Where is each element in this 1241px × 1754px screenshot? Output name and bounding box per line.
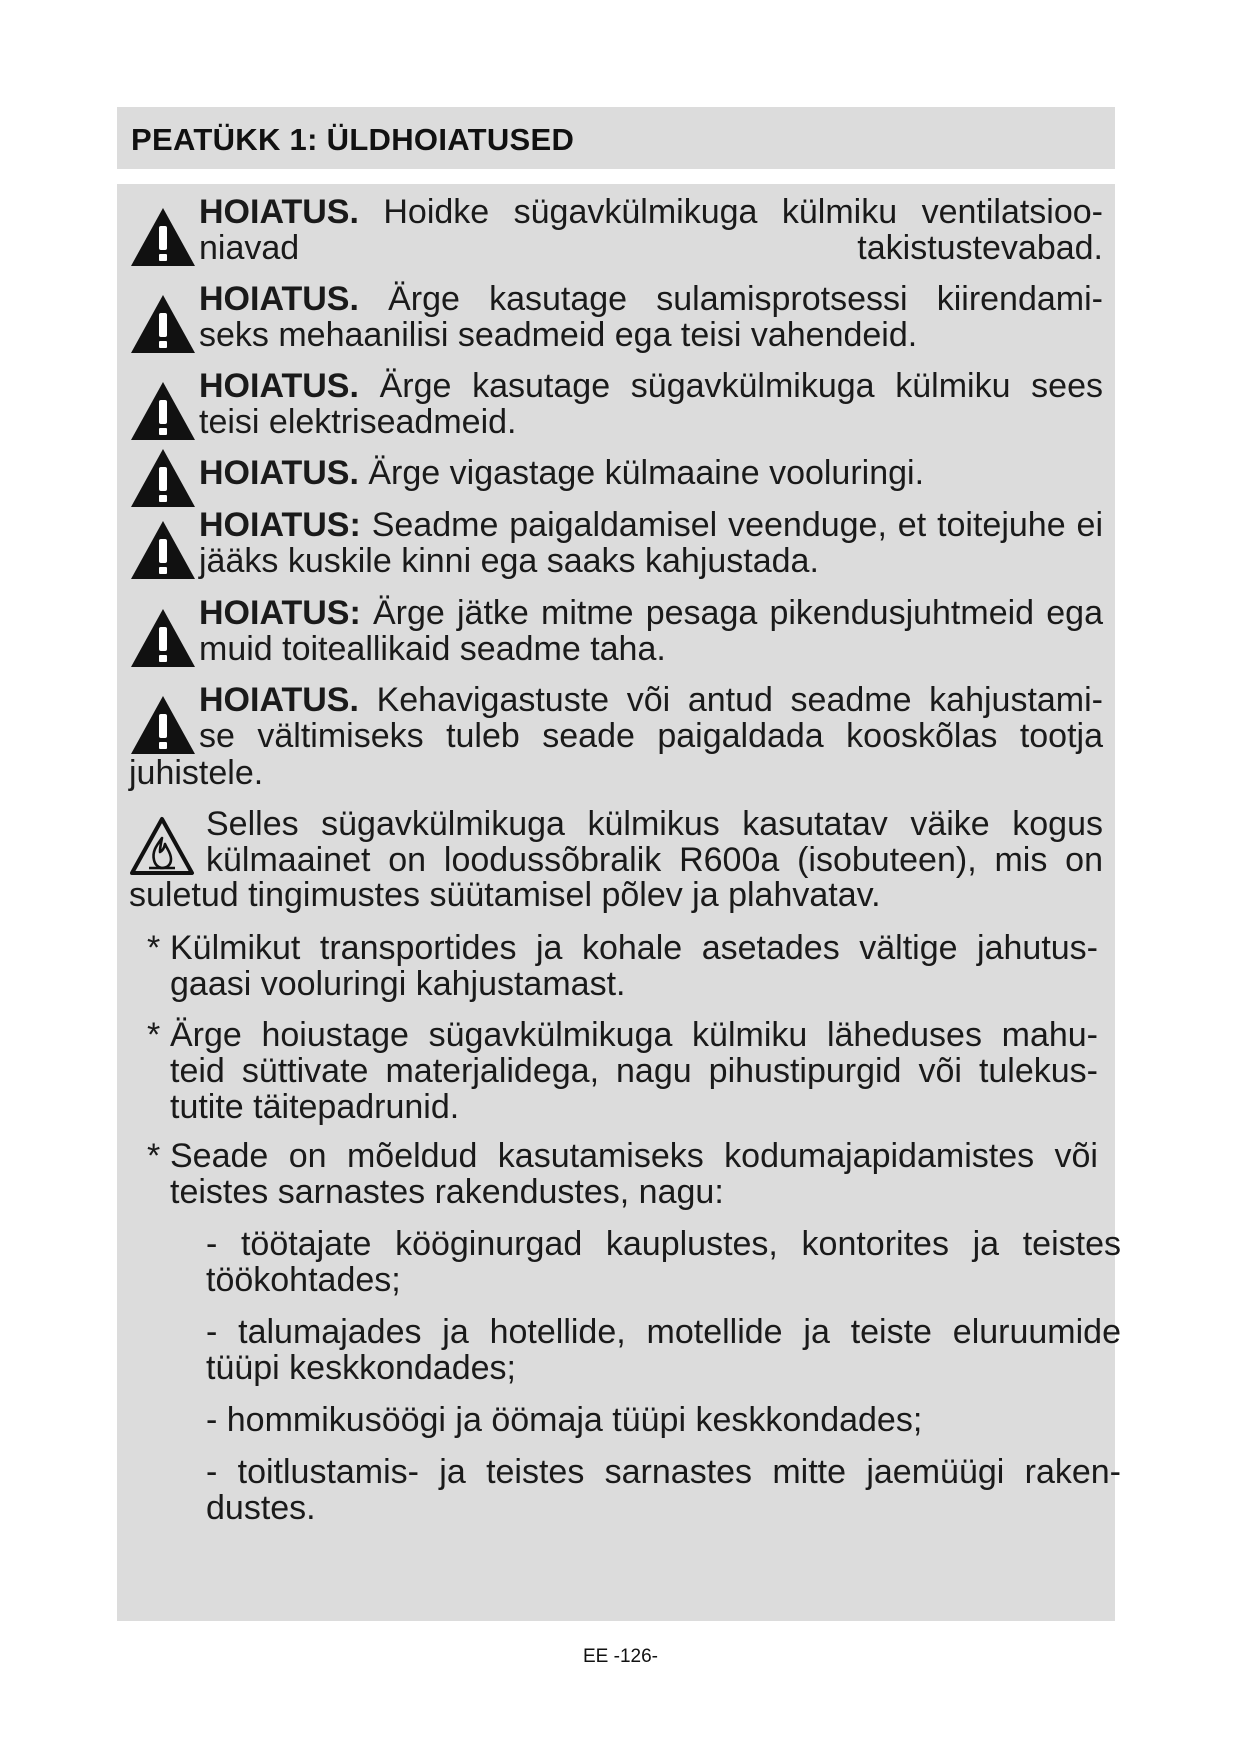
warning-label: HOIATUS. [199, 681, 359, 719]
warning-item [129, 368, 1103, 440]
warning-continuation: juhistele. [129, 754, 264, 792]
page-number: EE -126- [583, 1646, 658, 1667]
warning-triangle-icon [129, 380, 197, 442]
warning-triangle-icon [129, 694, 197, 756]
warning-label: HOIATUS. [199, 193, 359, 231]
flammable-icon [129, 816, 195, 876]
subitem: - töötajate kööginurgad kauplustes, kontorites ja teistes töökohtades; [206, 1225, 1121, 1299]
warning-label: HOIATUS. [199, 454, 359, 492]
warning-text: Ärge kasutage sulamisprotsessi kiirendami- seks mehaanilisi seadmeid ega teisi vahendeid. [199, 280, 1103, 354]
flammable-continuation: suletud tingimustes süütamisel põlev ja plahvatav. [129, 876, 881, 914]
warning-text: Ärge kasutage sügavkülmikuga külmiku sees teisi elektriseadmeid. [199, 367, 1103, 441]
warning-label: HOIATUS. [199, 367, 359, 405]
warning-label: HOIATUS: [199, 594, 361, 632]
warning-item [129, 595, 1103, 667]
warning-item [129, 194, 1103, 266]
warning-triangle-icon [129, 206, 197, 268]
warning-item [129, 455, 1103, 491]
warning-item [129, 507, 1103, 579]
flammable-notice [129, 806, 1103, 878]
warning-label: HOIATUS. [199, 280, 359, 318]
warning-triangle-icon [129, 607, 197, 669]
subitem: - toitlustamis- ja teistes sarnastes mitte jaemüügi raken- dustes. [206, 1453, 1121, 1527]
warning-item [129, 281, 1103, 353]
warning-item [129, 682, 1103, 754]
warning-text: Kehavigastuste või antud seadme kahjustami- se vältimiseks tuleb seade paigaldada kooskõlas tootja [199, 681, 1103, 755]
bullet-text: Ärge hoiustage sügavkülmikuga külmiku läheduses mahu- teid süttivate materjalidega, nagu pihustipurgid või tulekus- tutite täitepadrunid. [170, 1016, 1098, 1126]
warning-triangle-icon [129, 293, 197, 355]
chapter-title: PEATÜKK 1: ÜLDHOIATUSED [131, 122, 575, 157]
bullet-item [145, 1017, 1098, 1125]
bullet-item [145, 1138, 1098, 1210]
warning-text: Ärge jätke mitme pesaga pikendusjuhtmeid ega muid toiteallikaid seadme taha. [199, 594, 1103, 668]
warning-triangle-icon [129, 519, 197, 581]
bullet-text: Külmikut transportides ja kohale asetades vältige jahutus- gaasi vooluringi kahjustamast. [170, 929, 1098, 1003]
warning-text: Seadme paigaldamisel veenduge, et toitejuhe ei jääks kuskile kinni ega saaks kahjustada. [199, 506, 1103, 580]
warning-label: HOIATUS: [199, 506, 361, 544]
bullet-star: * [147, 929, 161, 967]
warning-text: Ärge vigastage külmaaine vooluringi. [358, 454, 925, 492]
bullet-item [145, 930, 1098, 1002]
flammable-text: Selles sügavkülmikuga külmikus kasutatav väike kogus külmaainet on loodussõbralik R600a (isobuteen), mis on [206, 805, 1103, 879]
chapter-header [117, 107, 1115, 169]
subitem: - talumajades ja hotellide, motellide ja teiste eluruumide tüüpi keskkondades; [206, 1313, 1121, 1387]
bullet-star: * [147, 1137, 161, 1175]
bullet-star: * [147, 1016, 161, 1054]
bullet-text: Seade on mõeldud kasutamiseks kodumajapidamistes või teistes sarnastes rakendustes, nagu: [170, 1137, 1098, 1211]
subitem: - hommikusöögi ja öömaja tüüpi keskkondades; [206, 1401, 923, 1439]
warning-triangle-icon [129, 447, 197, 509]
warning-text: Hoidke sügavkülmikuga külmiku ventilatsioo- niavad takistustevabad. [199, 193, 1103, 267]
